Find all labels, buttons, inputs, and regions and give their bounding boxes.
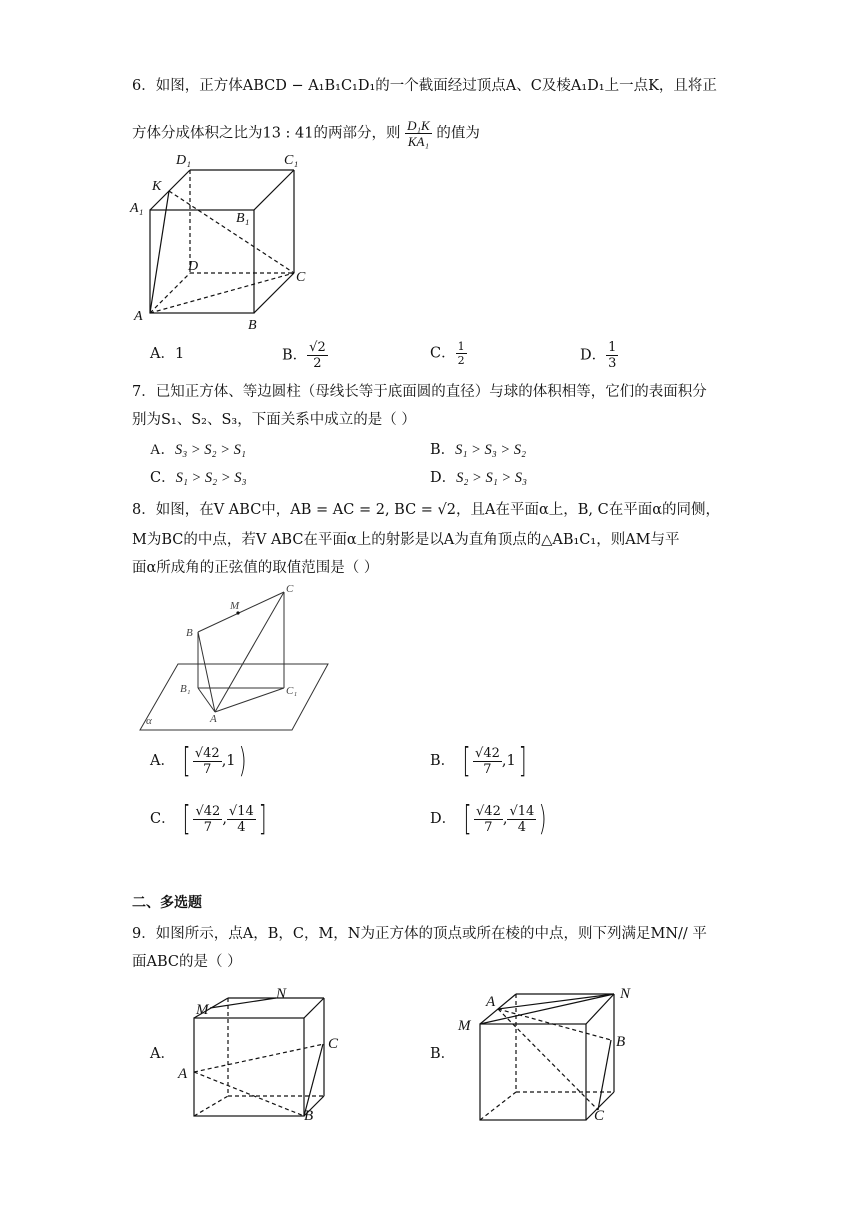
- q6-option-b-num: √2: [309, 340, 326, 355]
- section-title-multiple-choice: 二、多选题: [132, 895, 202, 911]
- q8-label-C: C: [286, 583, 294, 595]
- q9-figure-a: [176, 984, 356, 1124]
- q6-label-D: D: [188, 259, 199, 274]
- q8-line3: 面α所成角的正弦值的取值范围是（ ）: [132, 560, 379, 576]
- q8-option-d-n1: √42: [476, 803, 501, 819]
- q9-figure-b: [456, 984, 646, 1124]
- q6-label-K: K: [152, 179, 162, 194]
- q8-option-b-label: B．: [430, 753, 456, 769]
- q6-line1: 6．如图，正方体ABCD − A₁B₁C₁D₁的一个截面经过顶点A、C及棱A₁D₁上一点K，且将正: [132, 78, 717, 94]
- q8-option-d-d1: 7: [484, 819, 493, 835]
- q8-line2: M为BC的中点，若V ABC在平面α上的射影是以A为直角顶点的△AB₁C₁，则AM与平: [132, 532, 680, 548]
- q8-option-a[interactable]: A． [ $\frac{√42}{7}$ , 1 ): [150, 741, 247, 781]
- q7-line2: 别为S₁、S₂、S₃，下面关系中成立的是（ ）: [132, 412, 416, 428]
- q8-option-c-d2: 4: [237, 819, 246, 835]
- q8-option-a-left: [: [182, 741, 191, 781]
- q8-label-C1: C₁: [286, 685, 298, 697]
- q9a-label-N: N: [276, 986, 287, 1002]
- q6-option-a-label: A．: [150, 346, 175, 362]
- q6-option-b-label: B．: [282, 347, 308, 364]
- q7-option-b-label: B．: [430, 442, 456, 458]
- q8-label-alpha: α: [146, 715, 152, 727]
- q9b-label-N: N: [620, 986, 631, 1002]
- q6-label-C: C: [296, 270, 306, 285]
- q6-option-c-den: 2: [457, 354, 465, 367]
- q7-line1: 7．已知正方体、等边圆柱（母线长等于底面圆的直径）与球的体积相等，它们的表面积分: [132, 384, 707, 400]
- q9-line2: 面ABC的是（ ）: [132, 954, 242, 970]
- q8-plane-figure: [132, 578, 337, 738]
- q6-label-C1: C₁: [284, 153, 299, 168]
- q6-option-d-label: D．: [580, 347, 607, 364]
- q8-option-a-right: ): [238, 741, 247, 781]
- q9b-label-M: M: [458, 1018, 471, 1034]
- q7-option-d-value: S₂ > S₁ > S₃: [456, 470, 528, 486]
- q6-option-d-den: 3: [608, 356, 617, 371]
- q6-option-c-num: 1: [457, 340, 465, 353]
- q7-option-c-label: C．: [150, 470, 176, 486]
- q6-label-B: B: [248, 318, 257, 333]
- q8-option-d-label: D．: [430, 811, 457, 827]
- q7-option-a-value: S₃ > S₂ > S₁: [174, 442, 246, 458]
- q8-option-d-left: [: [463, 799, 472, 839]
- q8-option-a-d1: 7: [203, 761, 212, 777]
- q6-option-d[interactable]: [580, 340, 618, 371]
- q8-label-B1: B₁: [180, 683, 191, 695]
- q8-option-a-second: 1: [226, 753, 236, 769]
- q6-label-A: A: [134, 309, 143, 324]
- q8-option-d-n2: √14: [509, 803, 535, 819]
- q7-option-d[interactable]: [430, 468, 527, 488]
- q7-option-c-value: S₁ > S₂ > S₃: [175, 470, 247, 486]
- q8-option-c-n2: √14: [228, 803, 254, 819]
- q7-option-d-label: D．: [430, 470, 457, 486]
- q8-label-B: B: [186, 627, 193, 639]
- q6-option-c[interactable]: [430, 340, 467, 367]
- q7-option-b[interactable]: [430, 440, 526, 460]
- q6-fraction: [405, 118, 432, 149]
- q8-option-c[interactable]: C． [ $\frac{√42}{7}$ , $\frac{√14}{4}$ ]: [150, 799, 267, 839]
- q9b-label-C: C: [594, 1108, 605, 1124]
- q8-option-a-n1: √42: [194, 745, 220, 761]
- q9a-label-C: C: [328, 1036, 339, 1052]
- q8-option-a-label: A．: [150, 753, 175, 769]
- q6-line2-b: 的值为: [436, 125, 480, 142]
- q8-option-c-n1: √42: [195, 803, 221, 819]
- q6-option-a-value: 1: [174, 346, 185, 362]
- q8-option-d-d2: 4: [517, 819, 526, 835]
- q6-option-c-label: C．: [430, 345, 456, 362]
- q8-option-b-right: ]: [518, 741, 527, 781]
- q9b-label-A: A: [486, 994, 496, 1010]
- q6-frac-den: KA₁: [407, 134, 429, 149]
- q9-option-a[interactable]: A．: [150, 1046, 175, 1062]
- q6-label-D1: D₁: [176, 153, 191, 168]
- q7-option-a[interactable]: [150, 440, 246, 460]
- q8-option-b-left: [: [462, 741, 471, 781]
- q8-option-b[interactable]: B． [ $\frac{√42}{7}$ , 1 ]: [430, 741, 527, 781]
- q8-label-A: A: [210, 713, 217, 725]
- q8-option-b-d1: 7: [483, 761, 492, 777]
- q6-cube-figure: [128, 148, 318, 338]
- q7-option-a-label: A．: [150, 442, 175, 458]
- q8-option-d-right: ): [538, 799, 547, 839]
- q9a-label-M: M: [196, 1002, 209, 1018]
- q9a-label-B: B: [304, 1108, 314, 1124]
- q8-option-b-n1: √42: [475, 745, 500, 761]
- q8-option-c-left: [: [182, 799, 191, 839]
- q8-option-c-d1: 7: [203, 819, 213, 835]
- q6-option-a[interactable]: [150, 344, 184, 364]
- q6-option-b[interactable]: [282, 340, 328, 371]
- q9-line1: 9．如图所示，点A，B，C，M，N为正方体的顶点或所在棱的中点，则下列满足MN// 平: [132, 926, 707, 942]
- q9b-label-B: B: [616, 1034, 626, 1050]
- q8-option-c-label: C．: [150, 811, 176, 827]
- q6-option-d-num: 1: [608, 340, 617, 355]
- q8-line1: 8．如图，在V ABC中，AB = AC = 2, BC = √2，且A在平面α上，B, C在平面α的同侧，: [132, 502, 721, 518]
- q9-option-b[interactable]: B．: [430, 1046, 456, 1062]
- q7-option-b-value: S₁ > S₃ > S₂: [455, 442, 527, 458]
- q6-label-A1: A₁: [130, 201, 144, 216]
- q6-line2-a: 方体分成体积之比为13 : 41的两部分，则: [132, 125, 401, 142]
- q8-option-b-second: 1: [506, 753, 516, 769]
- q6-frac-num: D₁K: [407, 118, 430, 133]
- q6-label-B1: B₁: [236, 211, 250, 226]
- q6-line2: [132, 118, 480, 149]
- q9a-label-A: A: [178, 1066, 188, 1082]
- q7-option-c[interactable]: [150, 468, 247, 488]
- q8-option-c-right: ]: [258, 799, 267, 839]
- q8-label-M: M: [230, 600, 240, 612]
- q8-option-d[interactable]: D． [ $\frac{√42}{7}$ , $\frac{√14}{4}$ ): [430, 799, 547, 839]
- q6-option-b-den: 2: [313, 356, 322, 371]
